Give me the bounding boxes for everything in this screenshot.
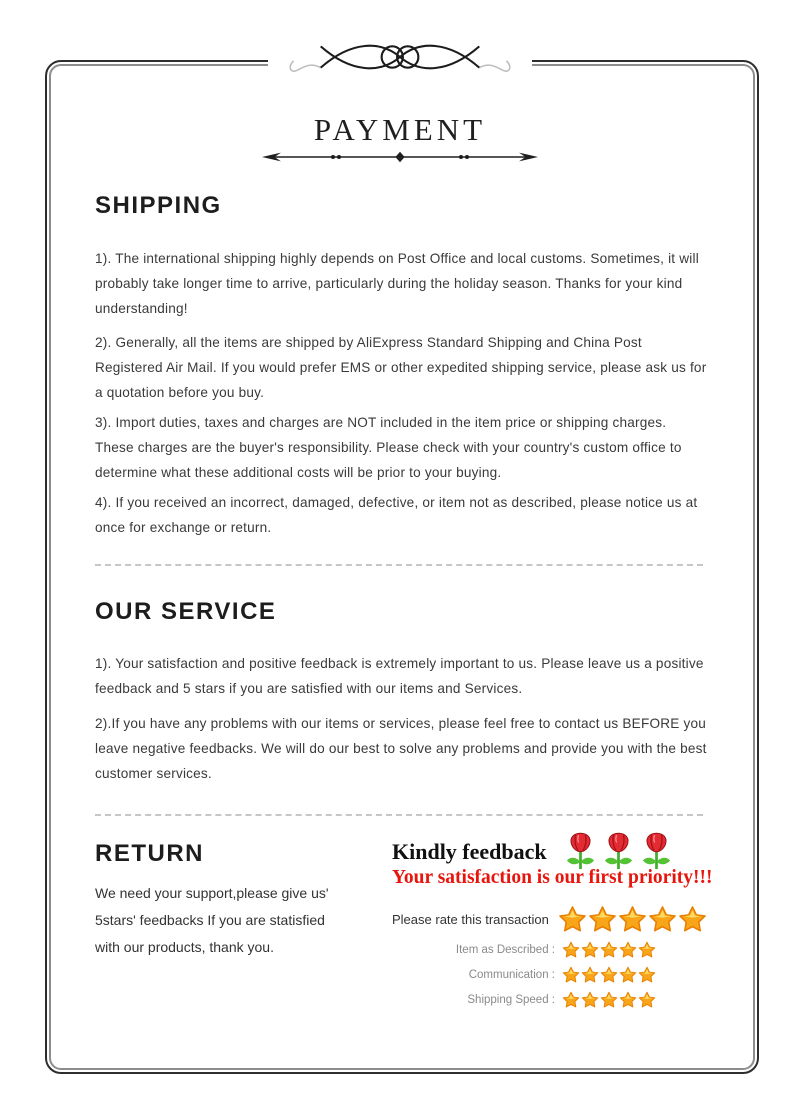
rating-row-communication (392, 966, 727, 984)
rating-row-item-described (392, 941, 727, 959)
star-icon (562, 941, 580, 959)
star-icon (562, 966, 580, 984)
feedback-panel (392, 832, 727, 1009)
shipping-paragraph-3: 3). Import duties, taxes and charges are NOT included in the item price or shipping charges. These charges are the buyer's responsibility. Please check with your country's custom office to determine what these additional costs will be prior to your buying. (95, 415, 682, 480)
rating-row-shipping-speed (392, 991, 727, 1009)
section-divider (95, 564, 703, 566)
star-icon (638, 941, 656, 959)
star-icon (600, 941, 618, 959)
return-text: We need your support,please give us' 5stars' feedbacks If you are statisfied with our products, thank you. (95, 885, 329, 955)
star-icon (600, 966, 618, 984)
star-icon (648, 905, 677, 934)
item-described-stars (561, 941, 656, 959)
page-title: PAYMENT (313, 112, 487, 147)
shipping-paragraph-2: 2). Generally, all the items are shipped by AliExpress Standard Shipping and China Post Registered Air Mail. If you would prefer EMS or other expedited shipping service, please ask us for a quotation before you buy. (95, 335, 707, 400)
communication-stars (561, 966, 656, 984)
shipping-speed-label: Shipping Speed : (467, 994, 555, 1006)
satisfaction-tagline: Your satisfaction is our first priority!!! (392, 867, 713, 888)
star-icon (638, 991, 656, 1009)
shipping-paragraph-4: 4). If you received an incorrect, damaged, defective, or item not as described, please notice us at once for exchange or return. (95, 495, 698, 535)
feedback-title: Kindly feedback (392, 839, 547, 864)
star-icon (619, 941, 637, 959)
rate-transaction-label: Please rate this transaction (392, 912, 549, 927)
title-divider-icon (260, 149, 540, 165)
star-icon (581, 966, 599, 984)
star-icon (588, 905, 617, 934)
star-icon (581, 941, 599, 959)
star-icon (619, 966, 637, 984)
star-icon (562, 991, 580, 1009)
service-paragraph-2: 2).If you have any problems with our items or services, please feel free to contact us BEFORE you leave negative feedbacks. We will do our best to solve any problems and provide you with the best customer services. (95, 716, 707, 781)
star-icon (638, 966, 656, 984)
star-icon (581, 991, 599, 1009)
item-described-label: Item as Described : (455, 944, 555, 956)
return-heading: RETURN (95, 840, 204, 867)
star-icon (558, 905, 587, 934)
transaction-star-rating (557, 905, 707, 934)
shipping-speed-stars (561, 991, 656, 1009)
service-paragraph-1: 1). Your satisfaction and positive feedback is extremely important to us. Please leave us a positive feedback and 5 stars if you are satisfied with our items and Services. (95, 656, 704, 696)
star-icon (619, 991, 637, 1009)
star-icon (678, 905, 707, 934)
service-heading: OUR SERVICE (95, 598, 277, 625)
star-icon (600, 991, 618, 1009)
star-icon (618, 905, 647, 934)
flourish-ornament-icon (268, 30, 532, 84)
shipping-heading: SHIPPING (95, 192, 222, 219)
communication-label: Communication : (468, 969, 555, 981)
section-divider (95, 814, 703, 816)
shipping-paragraph-1: 1). The international shipping highly depends on Post Office and local customs. Sometimes, it will probably take longer time to arrive, particularly during the holiday season. Thanks for your kind understanding! (95, 251, 699, 316)
